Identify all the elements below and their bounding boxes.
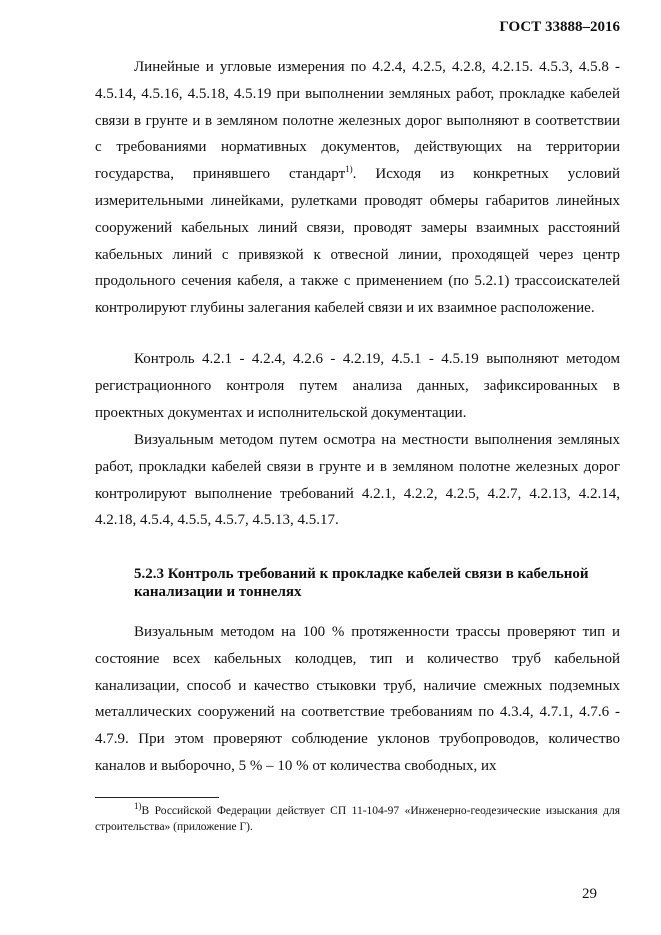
paragraph-visual-method: Визуальным методом путем осмотра на местности выполнения земляных работ, прокладки кабелей связи в грунте и в земляном полотне железных дорог контролируют выполнение требований 4.2.1, 4.2.2, 4.2.5, 4.2.7, 4.2.13, 4.2.14, 4.2.18, 4.5.4, 4.5.5, 4.5.7, 4.5.13, 4.5.17.: [95, 432, 620, 529]
paragraph-registration-control: Контроль 4.2.1 - 4.2.4, 4.2.6 - 4.2.19, 4.5.1 - 4.5.19 выполняют методом регистрационного контроля путем анализа данных, зафиксированных в проектных документах и исполнительской документации.: [95, 351, 620, 421]
footnote-text: В Российской Федерации действует СП 11-104-97 «Инженерно-геодезические изыскания для строительства» (приложение Г).: [95, 805, 620, 833]
document-code-header: ГОСТ 33888–2016: [499, 19, 620, 35]
footnote-marker: 1): [134, 801, 142, 812]
footnote: [95, 803, 620, 835]
section-heading: 5.2.3 Контроль требований к прокладке кабелей связи в кабельной канализации и тоннелях: [134, 566, 589, 600]
footnote-divider: [95, 797, 219, 798]
paragraph-text: . Исходя из конкретных условий измерительными линейками, рулетками проводят обмеры габаритов линейных сооружений кабельных линий связи, проводят замеры взаимных расстояний кабельных линий с привязкой к отвесной линии, проходящей через центр продольного сечения кабеля, а также с применением (по 5.2.1) трассоискателей контролируют глубины залегания кабелей связи и их взаимное расположение.: [95, 166, 620, 317]
page-number: 29: [582, 886, 597, 902]
section-paragraph: Визуальным методом на 100 % протяженности трассы проверяют тип и состояние всех кабельных колодцев, тип и количество труб кабельной канализации, способ и качество стыковки труб, наличие смежных подземных металлических сооружений на соответствие требованиям по 4.3.4, 4.7.1, 4.7.6 - 4.7.9. При этом проверяют соблюдение уклонов трубопроводов, количество каналов и выборочно, 5 % – 10 % от количества свободных, их: [95, 624, 620, 774]
paragraph-text: Линейные и угловые измерения по 4.2.4, 4.2.5, 4.2.8, 4.2.15. 4.5.3, 4.5.8 - 4.5.14, 4.5.16, 4.5.18, 4.5.19 при выполнении земляных работ, прокладке кабелей связи в грунте и в земляном полотне железных дорог выполняют в соответствии с требованиями нормативных документов, действующих на территории государства, принявшего стандарт: [95, 59, 620, 183]
paragraph-linear-measurements: [95, 54, 620, 322]
footnote-reference[interactable]: 1): [345, 164, 353, 175]
